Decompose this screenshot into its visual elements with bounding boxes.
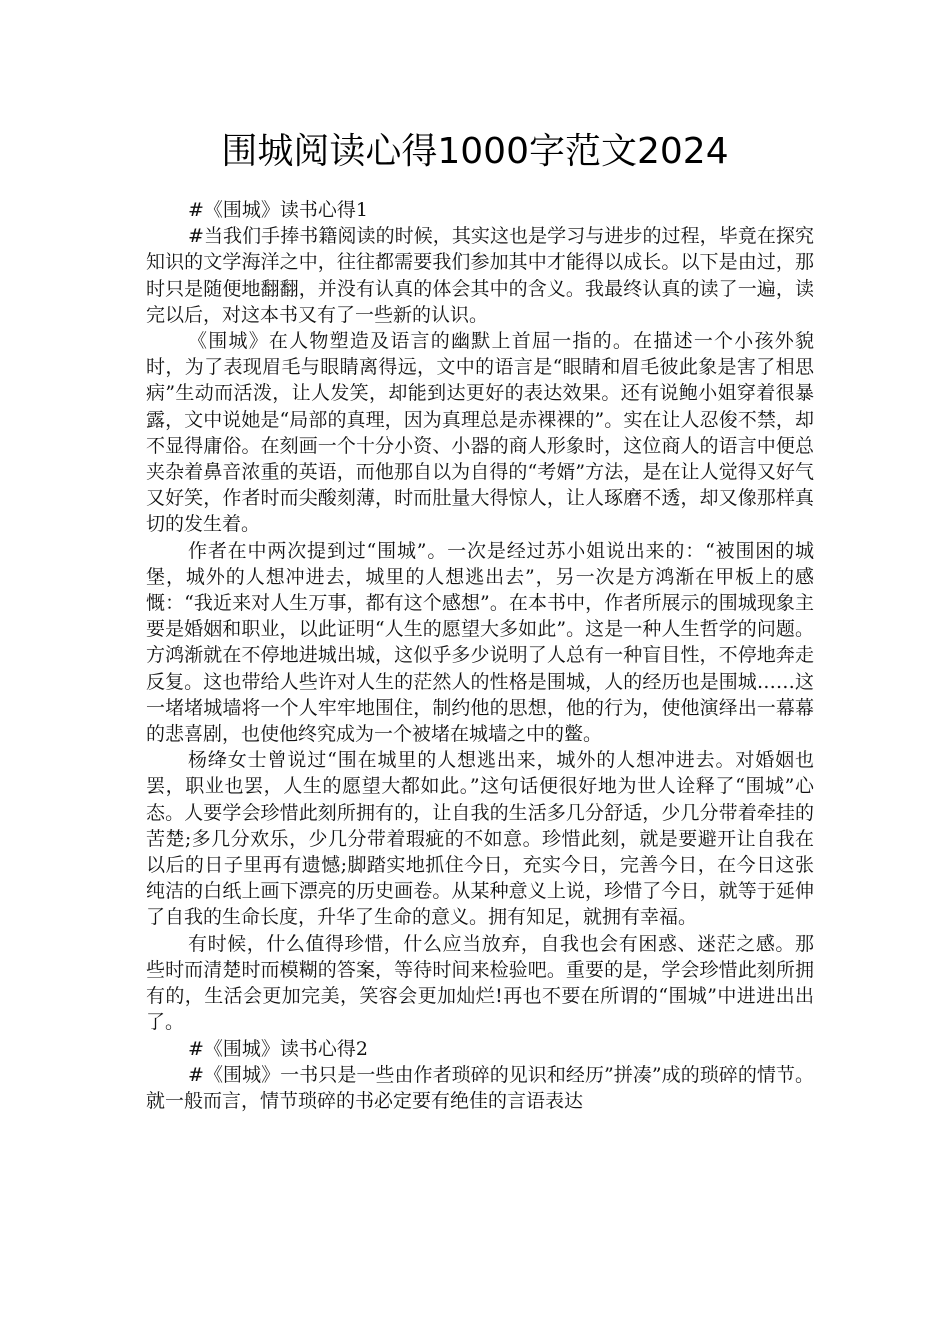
document-body [146,197,814,1114]
paragraph: #当我们手捧书籍阅读的时候，其实这也是学习与进步的过程，毕竟在探究知识的文学海洋之中，往往都需要我们参加其中才能得以成长。以下是由过，那时只是随便地翻翻，并没有认真的体会其中的含义。我最终认真的读了一遍，读完以后，对这本书又有了一些新的认识。 [146,225,814,326]
section-heading-1: #《围城》读书心得1 [188,199,369,221]
document-title: 围城阅读心得1000字范文2024 [221,131,729,172]
paragraph: #《围城》一书只是一些由作者琐碎的见识和经历”拼凑”成的琐碎的情节。就一般而言，情节琐碎的书必定要有绝佳的言语表达 [146,1063,814,1112]
paragraph: 作者在中两次提到过“围城”。一次是经过苏小姐说出来的：“被围困的城堡，城外的人想冲进去，城里的人想逃出去”，另一次是方鸿渐在甲板上的感慨：“我近来对人生万事，都有这个感想”。在本书中，作者所展示的围城现象主要是婚姻和职业，以此证明“人生的愿望大多如此”。这是一种人生哲学的问题。方鸿渐就在不停地进城出城，这似乎多少说明了人总有一种盲目性，不停地奔走反复。这也带给人些许对人生的茫然人的性格是围城，人的经历也是围城……这一堵堵城墙将一个人牢牢地围住，制约他的思想，他的行为，使他演绎出一幕幕的悲喜剧，也使他终究成为一个被堵在城墙之中的鳖。 [146,539,814,746]
section-heading-2: #《围城》读书心得2 [188,1037,369,1060]
paragraph: 有时候，什么值得珍惜，什么应当放弃，自我也会有困惑、迷茫之感。那些时而清楚时而模糊的答案，等待时间来检验吧。重要的是，学会珍惜此刻所拥有的，生活会更加完美，笑容会更加灿烂!再也不要在所谓的“围城”中进进出出了。 [146,932,814,1034]
paragraph: 《围城》在人物塑造及语言的幽默上首屈一指的。在描述一个小孩外貌时，为了表现眉毛与眼睛离得远，文中的语言是“眼睛和眉毛彼此象是害了相思病”生动而活泼，让人发笑，却能到达更好的表达效果。还有说鲍小姐穿着很暴露，文中说她是“局部的真理，因为真理总是赤裸裸的”。实在让人忍俊不禁，却不显得庸俗。在刻画一个十分小资、小器的商人形象时，这位商人的语言中便总夹杂着鼻音浓重的英语，而他那自以为自得的“考婿”方法，是在让人觉得又好气又好笑，作者时而尖酸刻薄，时而肚量大得惊人，让人琢磨不透，却又像那样真切的发生着。 [146,330,814,536]
paragraph: 杨绛女士曾说过“围在城里的人想逃出来，城外的人想冲进去。对婚姻也罢，职业也罢，人生的愿望大都如此。”这句话便很好地为世人诠释了“围城”心态。人要学会珍惜此刻所拥有的，让自我的生活多几分舒适，少几分带着牵挂的苦楚;多几分欢乐，少几分带着瑕疵的不如意。珍惜此刻，就是要避开让自我在以后的日子里再有遗憾;脚踏实地抓住今日，充实今日，完善今日，在今日这张纯洁的白纸上画下漂亮的历史画卷。从某种意义上说，珍惜了今日，就等于延伸了自我的生命长度，升华了生命的意义。拥有知足，就拥有幸福。 [146,749,814,929]
